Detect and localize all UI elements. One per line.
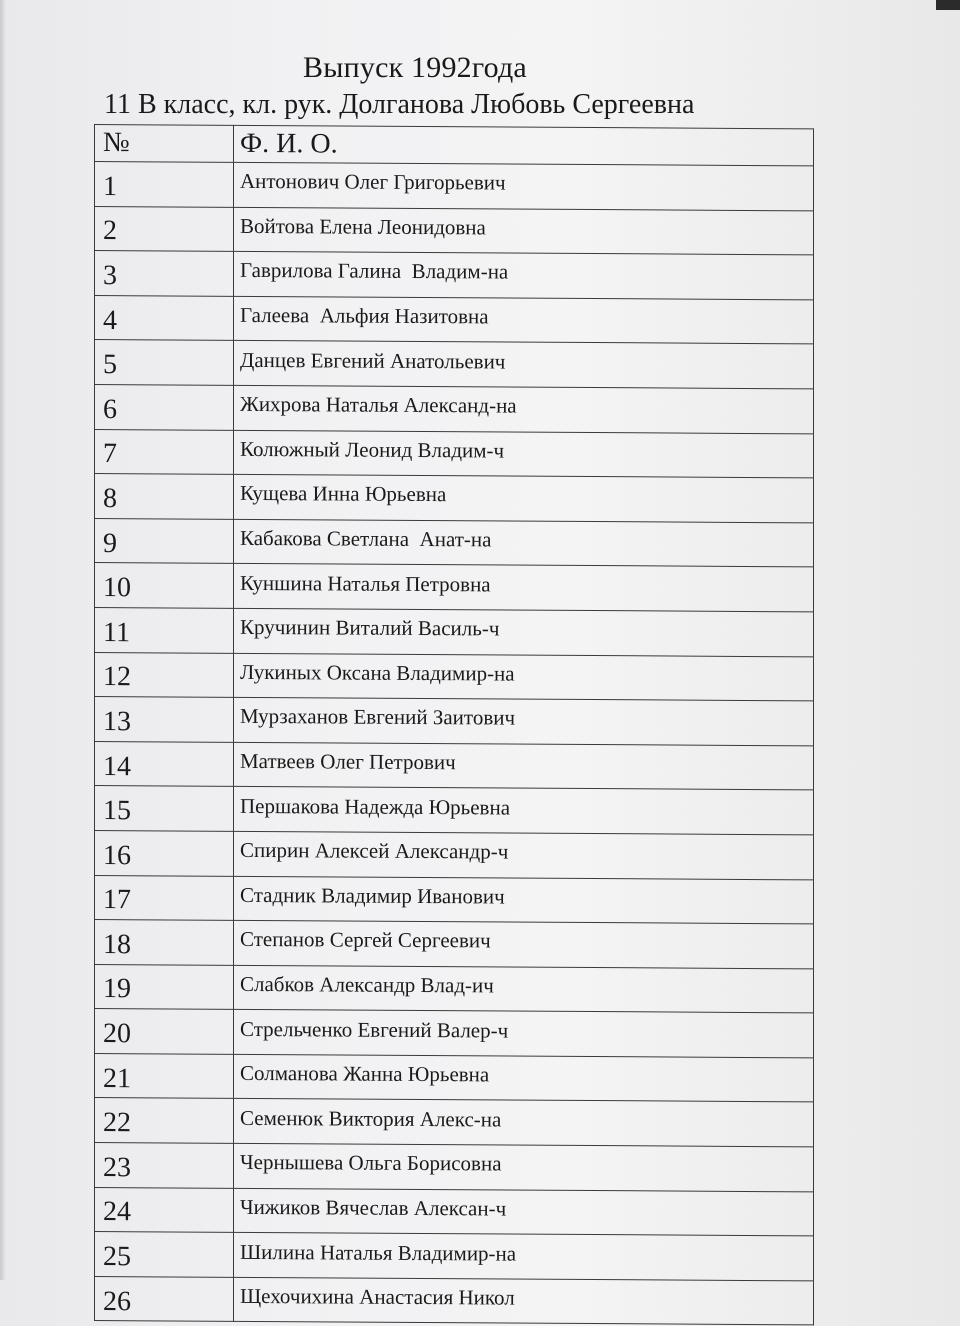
row-number: 7 [95, 429, 234, 474]
row-number: 14 [95, 741, 234, 786]
student-name: Галеева Альфия Назитовна [234, 296, 814, 344]
student-name: Матвеев Олег Петрович [234, 742, 814, 790]
table-row [95, 518, 814, 567]
student-name: Солманова Жанна Юрьевна [234, 1054, 814, 1102]
row-number: 15 [95, 786, 234, 831]
table-row [95, 741, 814, 790]
row-number: 2 [95, 206, 234, 251]
header-number: № [95, 125, 234, 163]
student-name: Шилина Наталья Владимир-на [234, 1233, 814, 1281]
row-number: 26 [95, 1276, 234, 1321]
table-row [95, 563, 814, 612]
row-number: 20 [95, 1009, 234, 1054]
student-name: Мурзаханов Евгений Заитович [234, 697, 814, 745]
row-number: 21 [95, 1053, 234, 1098]
table-row [95, 1187, 814, 1236]
document-subtitle: 11 В класс, кл. рук. Долганова Любовь Сергеевна [104, 89, 695, 120]
table-row [95, 697, 814, 746]
student-name: Першакова Надежда Юрьевна [234, 787, 814, 835]
table-row [95, 340, 814, 389]
table-row [95, 474, 814, 523]
row-number: 9 [95, 518, 234, 563]
row-number: 5 [95, 340, 234, 385]
student-name: Семенюк Виктория Алекс-на [234, 1099, 814, 1147]
table-header-row [95, 125, 814, 166]
table-row [95, 1053, 814, 1102]
student-name: Колюжный Леонид Владим-ч [234, 430, 814, 478]
student-name: Чернышева Ольга Борисовна [234, 1143, 814, 1191]
table-row [95, 1143, 814, 1192]
table-row [95, 652, 814, 701]
table-body [95, 162, 814, 1326]
row-number: 16 [95, 830, 234, 875]
student-name: Кабакова Светлана Анат-на [234, 519, 814, 567]
row-number: 17 [95, 875, 234, 920]
student-list-table [94, 124, 814, 1326]
student-name: Стадник Владимир Иванович [234, 876, 814, 924]
student-name: Гаврилова Галина Владим-на [234, 252, 814, 300]
student-name: Стрельченко Евгений Валер-ч [234, 1010, 814, 1058]
student-name: Слабков Александр Влад-ич [234, 965, 814, 1013]
row-number: 3 [95, 251, 234, 296]
table-row [95, 830, 814, 879]
student-name: Войтова Елена Леонидовна [234, 207, 814, 255]
table-row [95, 251, 814, 300]
table-row [95, 964, 814, 1013]
table-row [95, 429, 814, 478]
table-row [95, 206, 814, 255]
table-row [95, 875, 814, 924]
row-number: 19 [95, 964, 234, 1009]
corner-mark [936, 0, 960, 10]
student-name: Чижиков Вячеслав Алексан-ч [234, 1188, 814, 1236]
table-row [95, 1098, 814, 1147]
student-name: Антонович Олег Григорьевич [234, 162, 814, 210]
table-row [95, 384, 814, 433]
student-name: Кручинин Виталий Василь-ч [234, 608, 814, 656]
row-number: 22 [95, 1098, 234, 1143]
row-number: 4 [95, 295, 234, 340]
table-row [95, 1232, 814, 1281]
table-row [95, 1276, 814, 1325]
row-number: 8 [95, 474, 234, 519]
student-name: Данцев Евгений Анатольевич [234, 341, 814, 389]
row-number: 23 [95, 1143, 234, 1188]
row-number: 6 [95, 384, 234, 429]
table-row [95, 295, 814, 344]
student-name: Жихрова Наталья Александ-на [234, 385, 814, 433]
student-name: Щехочихина Анастасия Никол [234, 1277, 814, 1325]
row-number: 12 [95, 652, 234, 697]
student-name: Куншина Наталья Петровна [234, 564, 814, 612]
table-row [95, 1009, 814, 1058]
row-number: 18 [95, 920, 234, 965]
row-number: 10 [95, 563, 234, 608]
student-name: Кущева Инна Юрьевна [234, 475, 814, 523]
table-row [95, 162, 814, 211]
row-number: 24 [95, 1187, 234, 1232]
row-number: 25 [95, 1232, 234, 1277]
page-shadow-edge [0, 0, 6, 1280]
row-number: 1 [95, 162, 234, 207]
student-name: Лукиных Оксана Владимир-на [234, 653, 814, 701]
table-row [95, 786, 814, 835]
student-name: Степанов Сергей Сергеевич [234, 920, 814, 968]
student-name: Спирин Алексей Александр-ч [234, 831, 814, 879]
row-number: 11 [95, 607, 234, 652]
table-row [95, 920, 814, 969]
table-row [95, 607, 814, 656]
row-number: 13 [95, 697, 234, 742]
document-title: Выпуск 1992года [303, 51, 527, 84]
header-full-name: Ф. И. О. [234, 125, 814, 166]
